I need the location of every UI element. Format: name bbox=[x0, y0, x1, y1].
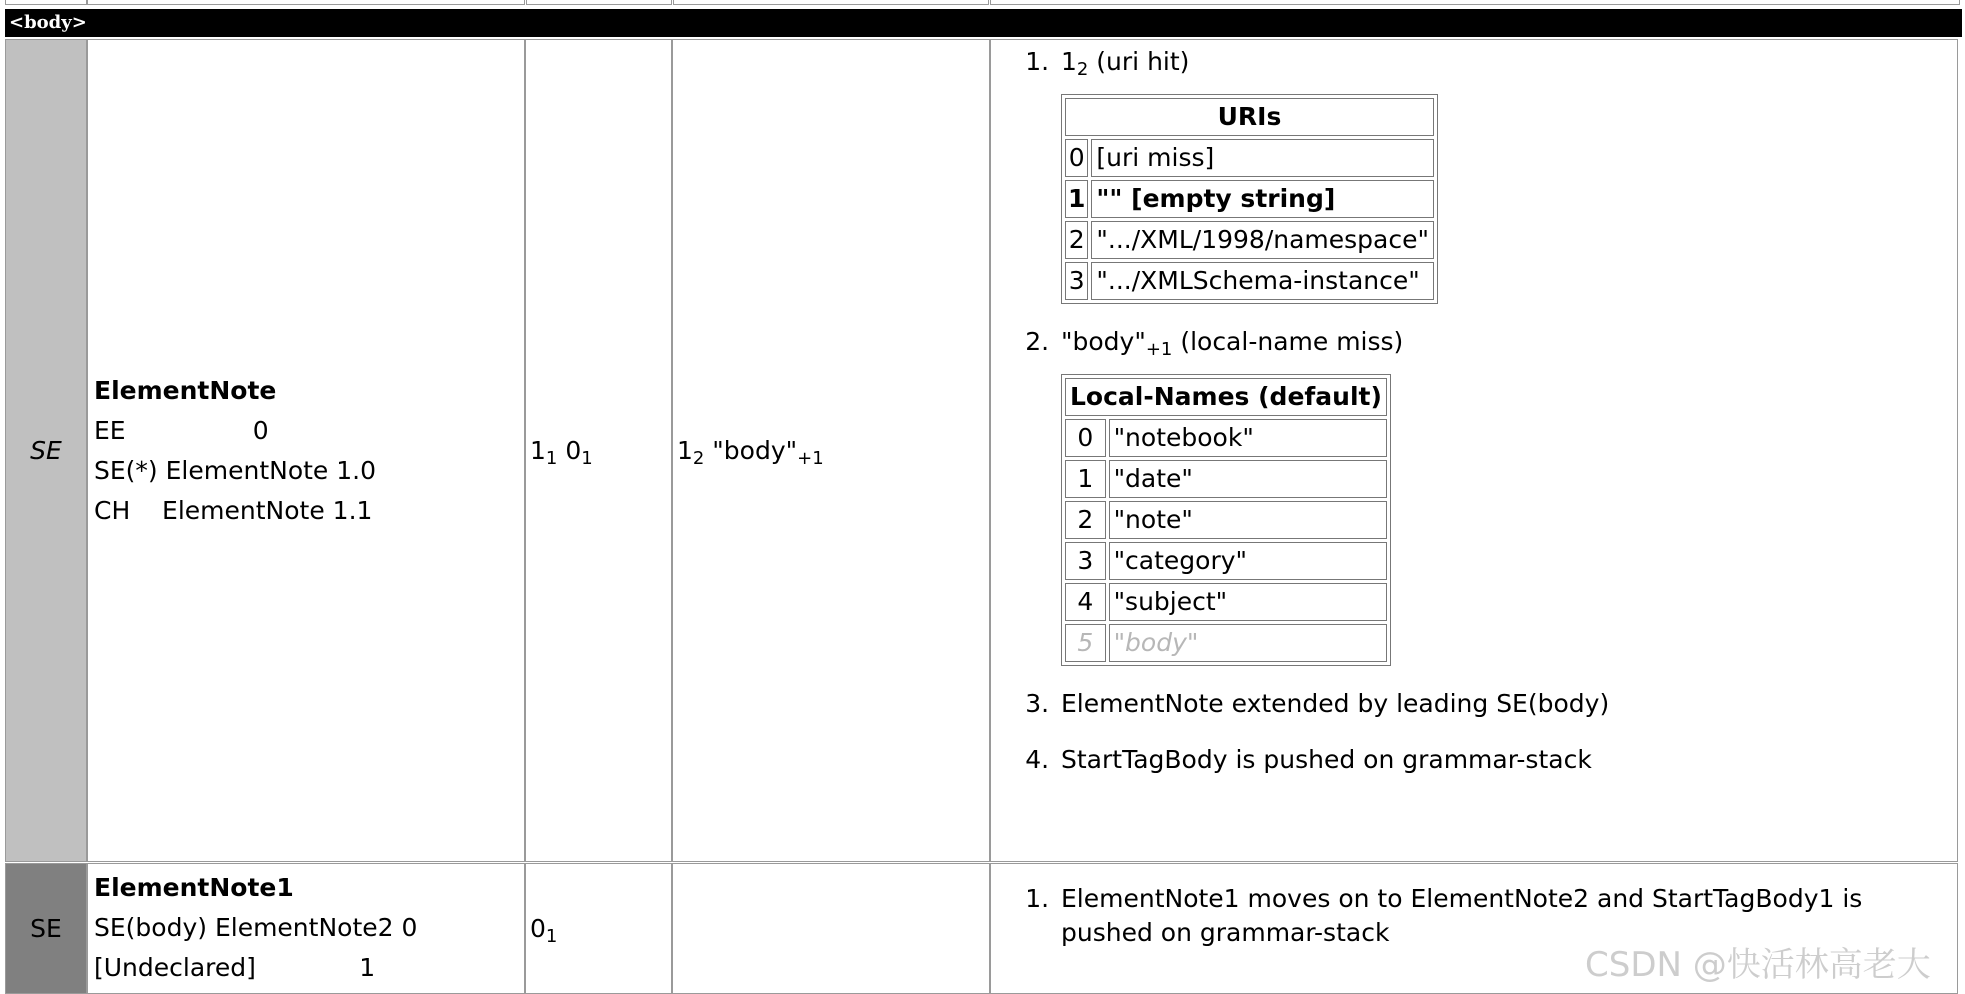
table-row-new-entry: 5 "body" bbox=[1065, 624, 1387, 662]
note-item: 2. "$body"_{+1}$ (local-name miss) Local-Names (default) 0 "notebook" 1 "date" 2 "note" 3 "category" 4 "subject" 5 "body" bbox=[1057, 324, 1957, 666]
notes-cell bbox=[990, 39, 1958, 862]
section-header-body: <body> bbox=[5, 9, 1962, 37]
table-row: 0 [uri miss] bbox=[1065, 139, 1434, 177]
table-row: 3 "category" bbox=[1065, 542, 1387, 580]
table-row: 2 "note" bbox=[1065, 501, 1387, 539]
previous-row-stub bbox=[0, 0, 1965, 6]
encoding-cell bbox=[672, 39, 990, 862]
table-row: 0 "notebook" bbox=[1065, 419, 1387, 457]
stub-cell bbox=[673, 0, 989, 5]
grammar-production: CH ElementNote 1.1 bbox=[94, 495, 373, 525]
stub-cell bbox=[990, 0, 1960, 5]
grammar-title: ElementNote bbox=[94, 375, 277, 405]
table-row: 1 "date" bbox=[1065, 460, 1387, 498]
watermark: CSDN @快活林高老大 bbox=[1585, 945, 1931, 985]
encoding-value: $1_2$ "$body"_{+1}$ bbox=[677, 436, 824, 469]
event-cell bbox=[5, 863, 87, 994]
bits-cell bbox=[525, 39, 672, 862]
table-row: 3 ".../XMLSchema-instance" bbox=[1065, 262, 1434, 300]
encoding-cell bbox=[672, 863, 990, 994]
note-item: 4. StartTagBody is pushed on grammar-stack bbox=[1057, 742, 1957, 778]
bits-cell bbox=[525, 863, 672, 994]
stub-cell bbox=[5, 0, 87, 5]
event-label: SE bbox=[30, 436, 62, 465]
event-label: SE bbox=[30, 914, 62, 943]
note-item: 3. ElementNote extended by leading SE(body) bbox=[1057, 686, 1957, 722]
bits-value: $1_1$ $0_1$ bbox=[530, 436, 593, 469]
notes-list bbox=[991, 44, 1957, 778]
grammar-title: ElementNote1 bbox=[94, 873, 294, 902]
local-names-table bbox=[1061, 374, 1391, 666]
grammar-cell bbox=[87, 39, 525, 862]
grammar-production: [Undeclared] 1 bbox=[94, 953, 376, 982]
grammar-production: EE 0 bbox=[94, 415, 269, 445]
bits-value: $0_1$ bbox=[530, 914, 558, 947]
grammar-production: SE(body) ElementNote2 0 bbox=[94, 913, 418, 942]
uris-header: URIs bbox=[1065, 98, 1434, 136]
grammar-production: SE(*) ElementNote 1.0 bbox=[94, 455, 377, 485]
table-row-highlighted: 1 "" [empty string] bbox=[1065, 180, 1434, 218]
stub-cell bbox=[526, 0, 672, 5]
note-item: 1. $1_2$ (uri hit) URIs 0 [uri miss] 1 "" [empty string] 2 ".../XML/1998/namespace" 3 ".../XMLSchema-instance" bbox=[1057, 44, 1957, 304]
event-cell bbox=[5, 39, 87, 862]
note-item: 1. ElementNote1 moves on to ElementNote2 and StartTagBody1 is pushed on grammar-stack bbox=[1057, 882, 1957, 950]
table-row: 2 ".../XML/1998/namespace" bbox=[1065, 221, 1434, 259]
uris-table bbox=[1061, 94, 1438, 304]
table-row: 4 "subject" bbox=[1065, 583, 1387, 621]
local-names-header: Local-Names (default) bbox=[1065, 378, 1387, 416]
stub-cell bbox=[87, 0, 525, 5]
grammar-cell bbox=[87, 863, 525, 994]
